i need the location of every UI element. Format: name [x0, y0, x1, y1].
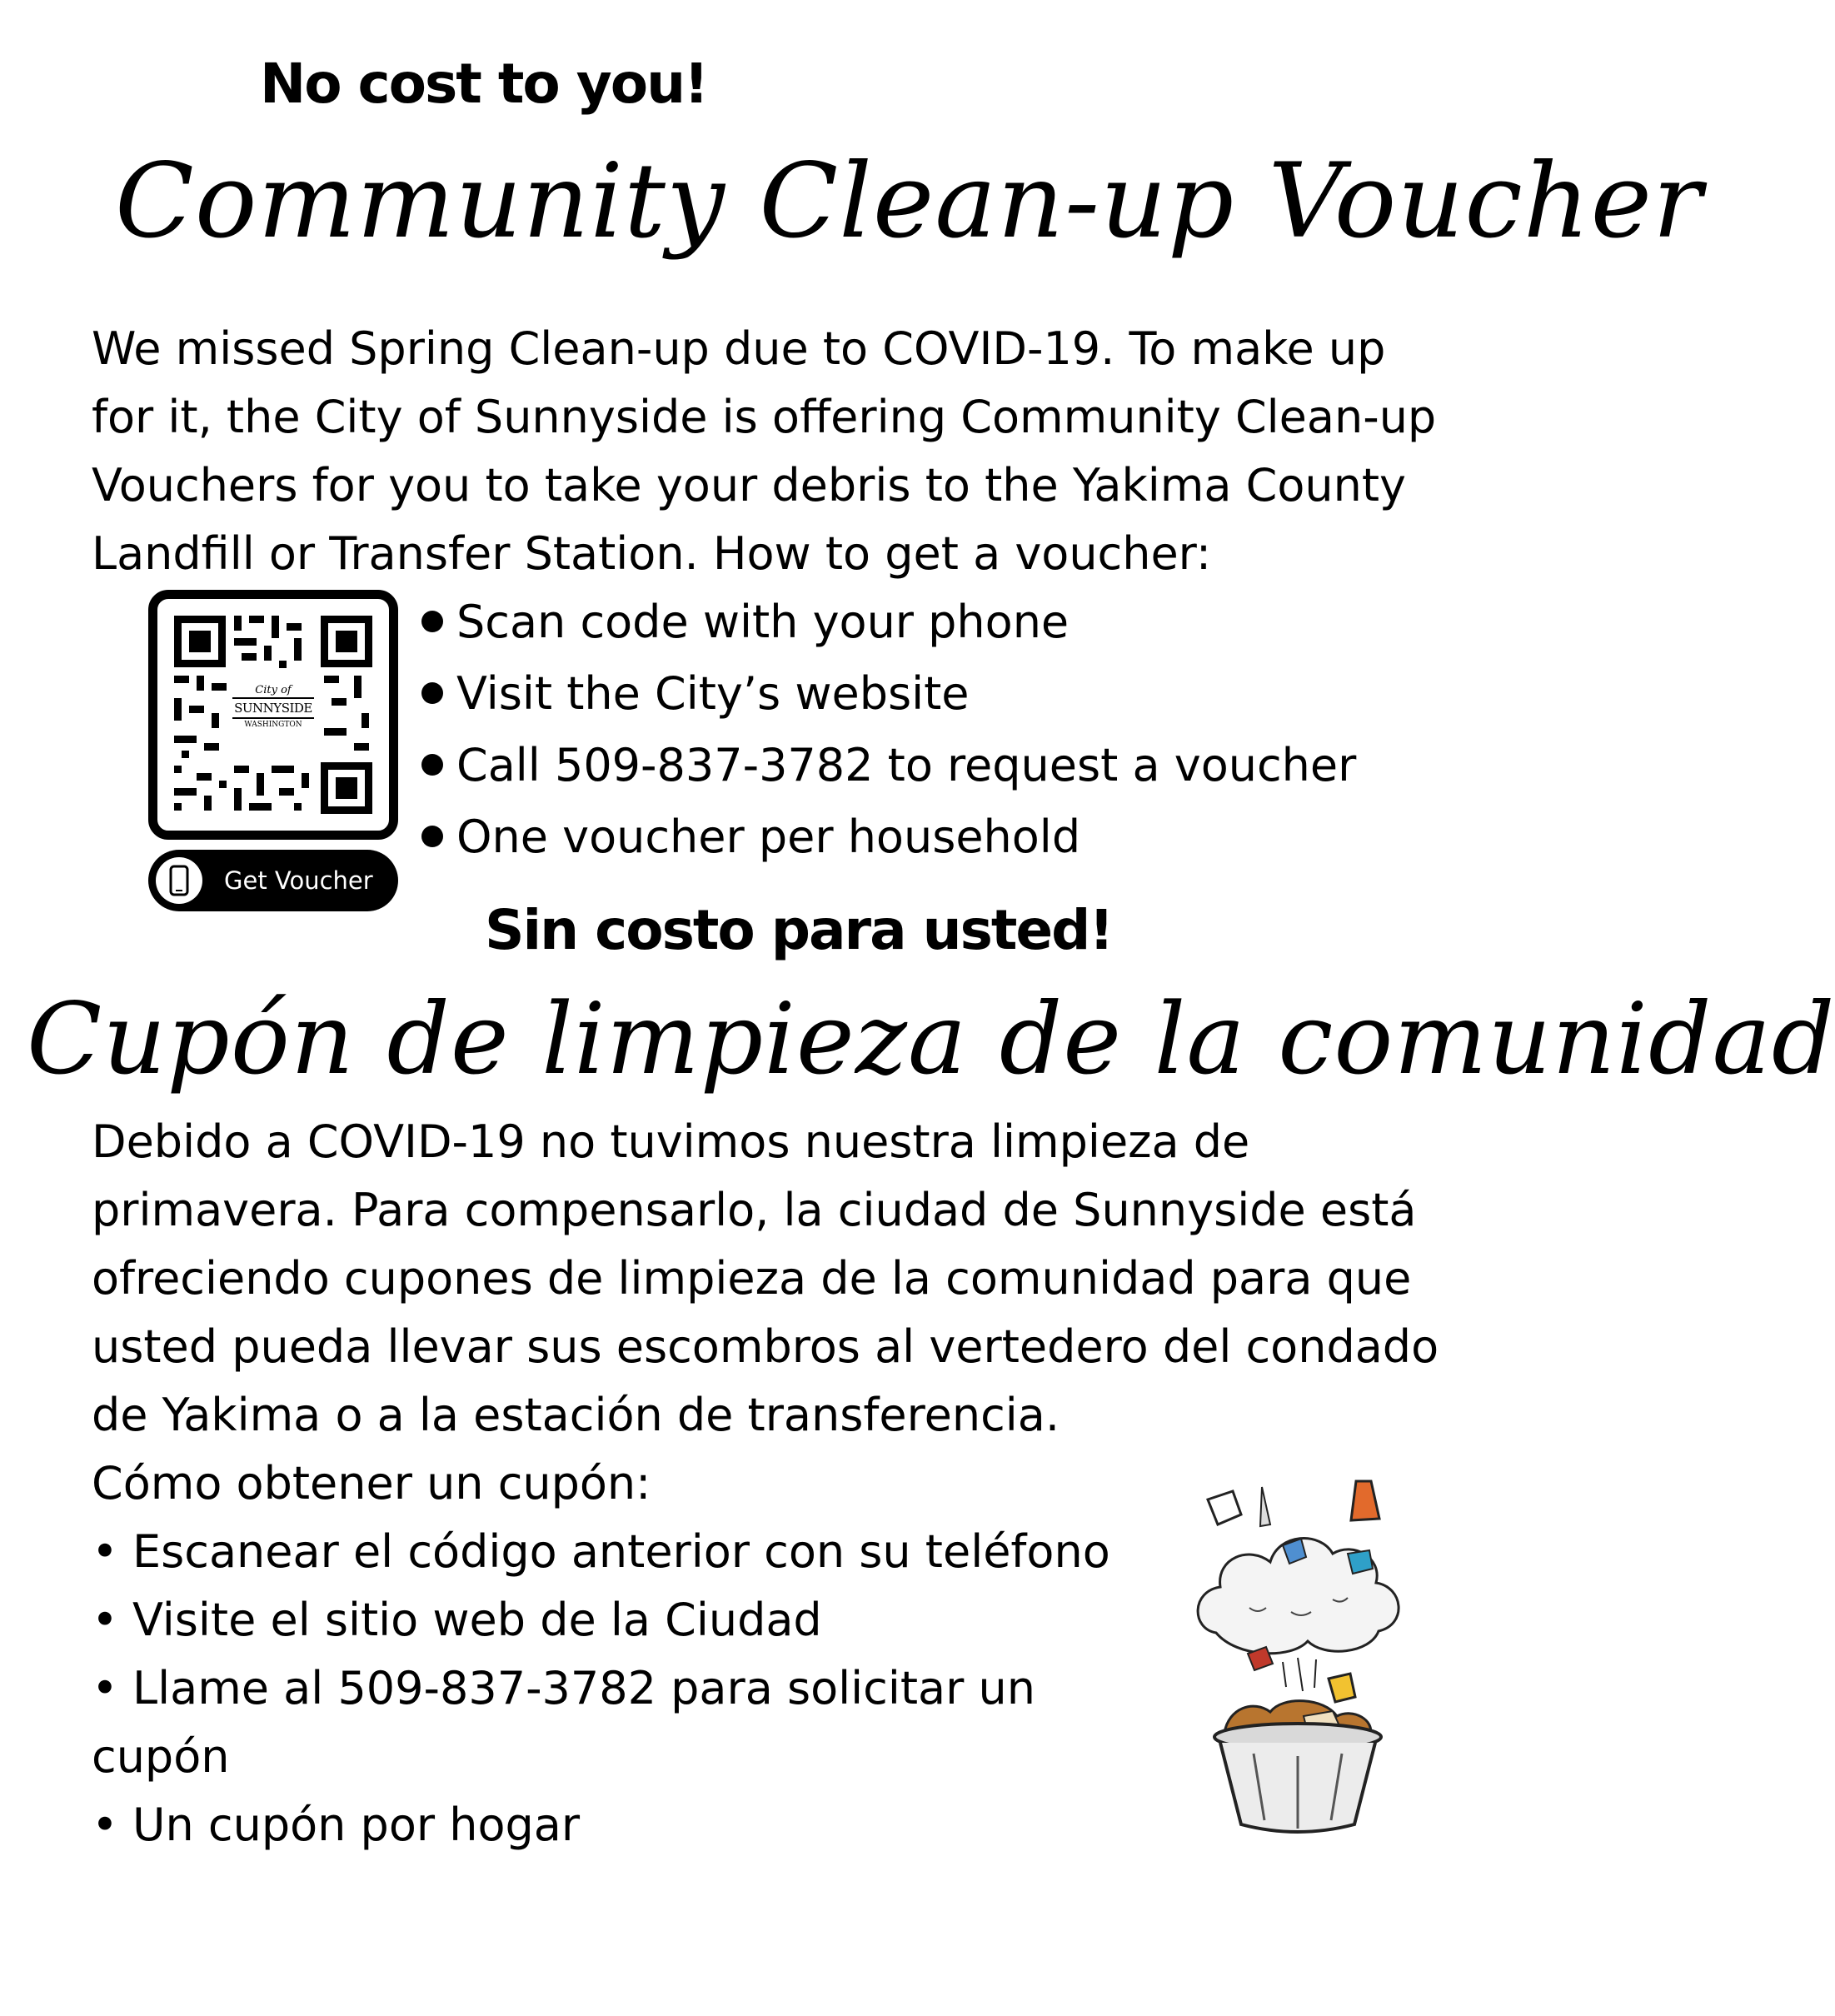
spanish-title: Cupón de limpieza de la comunidad — [27, 981, 1835, 1096]
list-item — [421, 657, 1356, 729]
list-item — [421, 586, 1356, 657]
list-item-text: One voucher per household — [456, 810, 1081, 863]
spanish-bullet-list — [92, 1450, 1110, 1859]
spanish-how-to: Cómo obtener un cupón: — [92, 1457, 651, 1510]
list-item: • Escanear el código anterior con su teléfono — [92, 1525, 1110, 1578]
city-logo-line2: SUNNYSIDE — [232, 697, 314, 719]
list-item: cupón — [92, 1730, 230, 1783]
get-voucher-button[interactable] — [148, 850, 398, 911]
qr-code[interactable] — [148, 590, 398, 840]
list-item — [421, 729, 1356, 801]
city-logo-line1: City of — [255, 684, 292, 696]
spanish-paragraph-line: Debido a COVID-19 no tuvimos nuestra limpieza de — [92, 1115, 1250, 1168]
list-item-text: Scan code with your phone — [456, 595, 1070, 648]
list-item-text: Call 509-837-3782 to request a voucher — [456, 738, 1357, 791]
spanish-paragraph-line: primavera. Para compensarlo, la ciudad de Sunnyside está — [92, 1184, 1417, 1236]
city-logo-line3: WASHINGTON — [244, 721, 302, 729]
bullet-icon — [421, 682, 443, 704]
english-paragraph-line: for it, the City of Sunnyside is offering Community Clean-up — [92, 391, 1437, 443]
phone-icon — [156, 857, 202, 904]
list-item — [421, 801, 1356, 872]
spanish-paragraph-line: ofreciendo cupones de limpieza de la comunidad para que — [92, 1252, 1412, 1305]
list-item: • Visite el sitio web de la Ciudad — [92, 1594, 822, 1646]
bullet-icon — [421, 611, 443, 632]
list-item: • Llame al 509-837-3782 para solicitar un — [92, 1662, 1035, 1714]
list-item: • Un cupón por hogar — [92, 1799, 581, 1851]
spanish-tagline: Sin costo para usted! — [485, 898, 1113, 962]
english-bullet-list — [421, 586, 1356, 872]
english-paragraph-line: We missed Spring Clean-up due to COVID-19. To make up — [92, 322, 1386, 375]
bullet-icon — [421, 754, 443, 776]
overflowing-trash-can-icon — [1158, 1466, 1433, 1841]
list-item-text: Visit the City’s website — [456, 666, 970, 720]
bullet-icon — [421, 826, 443, 847]
english-paragraph-line: Vouchers for you to take your debris to the Yakima County — [92, 459, 1406, 511]
city-logo — [232, 684, 314, 731]
english-paragraph — [92, 315, 1436, 588]
english-paragraph-line: Landfill or Transfer Station. How to get a voucher: — [92, 527, 1212, 580]
get-voucher-label: Get Voucher — [224, 866, 373, 895]
spanish-paragraph — [92, 1108, 1439, 1450]
english-title: Community Clean-up Voucher — [115, 142, 1703, 262]
spanish-paragraph-line: de Yakima o a la estación de transferencia. — [92, 1389, 1060, 1441]
spanish-paragraph-line: usted pueda llevar sus escombros al vertedero del condado — [92, 1320, 1439, 1373]
english-tagline: No cost to you! — [260, 52, 708, 116]
